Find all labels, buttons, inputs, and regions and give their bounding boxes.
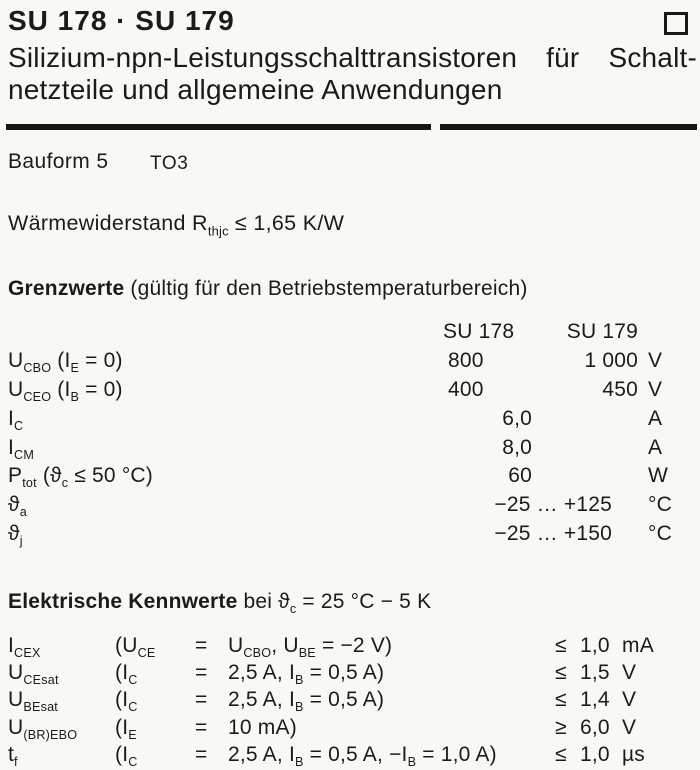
page-title: SU 178 · SU 179 xyxy=(8,5,235,36)
subtitle-line-1: Silizium-npn-Leistungsschalttransistoren für Schalt- xyxy=(8,42,697,73)
package-type-label: TO3 xyxy=(150,153,189,174)
kennwerte-table-row xyxy=(8,687,692,714)
kennwerte-heading-note: bei $ϑ_c = 25$ °C − 5 K xyxy=(243,590,432,617)
section-divider-rule xyxy=(6,124,697,130)
value-su179-cell: 450 xyxy=(602,377,638,401)
condition-quantity-cell: ($I_C$ xyxy=(115,742,138,770)
value-shared-cell: 6,0 xyxy=(502,406,532,430)
grenzwerte-table-row xyxy=(8,462,692,491)
equals-sign-cell: = xyxy=(195,742,208,766)
comparator-cell: ≤ xyxy=(555,742,567,766)
parameter-symbol-cell: $U_{BEsat}$ xyxy=(8,688,58,715)
unit-cell: V xyxy=(622,660,637,684)
unit-cell: V xyxy=(648,349,663,373)
kennwerte-table-body xyxy=(8,632,692,768)
grenzwerte-table xyxy=(8,318,692,548)
parameter-symbol-cell: $ϑ_j$ xyxy=(8,521,23,549)
unit-cell: V xyxy=(648,377,663,401)
unit-cell: V xyxy=(622,688,637,712)
unit-cell: V xyxy=(622,715,637,739)
grenzwerte-header-row xyxy=(8,318,692,347)
equals-sign-cell: = xyxy=(195,688,208,712)
grenzwerte-heading xyxy=(8,277,528,301)
condition-value-cell: $U_{CBO}$, $U_{BE} = -2$ V) xyxy=(228,633,393,660)
grenzwerte-heading-note: (gültig für den Betriebstemperaturbereich) xyxy=(130,277,528,300)
condition-quantity-cell: ($U_{CE}$ xyxy=(115,633,156,660)
unit-cell: °C xyxy=(648,521,672,545)
comparator-cell: ≤ xyxy=(555,660,567,684)
comparator-cell: ≤ xyxy=(555,688,567,712)
thermal-resistance-line: Wärmewiderstand $R_{thjc} \le 1,65$ K/W xyxy=(8,211,345,239)
value-range-cell: −25 … +125 xyxy=(494,493,612,517)
unit-cell: mA xyxy=(622,633,654,657)
limit-value-cell: 1,0 xyxy=(580,742,610,766)
condition-value-cell: 2,5 A, $I_B = 0,5$ A) xyxy=(228,688,385,715)
kennwerte-table xyxy=(8,632,692,768)
kennwerte-heading-title: Elektrische Kennwerte xyxy=(8,590,238,613)
grenzwerte-table-row xyxy=(8,491,692,520)
kennwerte-heading xyxy=(8,590,432,617)
grenzwerte-column-su179: SU 179 xyxy=(566,320,638,344)
limit-value-cell: 1,0 xyxy=(580,633,610,657)
condition-quantity-cell: ($I_E$ xyxy=(115,715,137,742)
comparator-cell: ≥ xyxy=(555,715,567,739)
page-subtitle xyxy=(8,42,697,106)
comparator-cell: ≤ xyxy=(555,633,567,657)
condition-value-cell: 10 mA) xyxy=(228,715,297,739)
unit-cell: A xyxy=(648,435,663,459)
limit-value-cell: 1,5 xyxy=(580,660,610,684)
limit-value-cell: 1,4 xyxy=(580,688,610,712)
kennwerte-table-row xyxy=(8,632,692,659)
grenzwerte-table-body xyxy=(8,347,692,549)
kennwerte-table-row xyxy=(8,714,692,741)
bauform-label: Bauform 5 xyxy=(8,150,109,173)
condition-quantity-cell: ($I_C$ xyxy=(115,688,138,715)
value-shared-cell: 60 xyxy=(508,464,532,488)
grenzwerte-table-row xyxy=(8,376,692,405)
equals-sign-cell: = xyxy=(195,660,208,684)
grenzwerte-table-row xyxy=(8,520,692,549)
grenzwerte-table-row xyxy=(8,433,692,462)
value-su179-cell: 1 000 xyxy=(584,349,638,373)
grenzwerte-table-row xyxy=(8,347,692,376)
grenzwerte-table-row xyxy=(8,404,692,433)
condition-value-cell: 2,5 A, $I_B = 0,5$ A, $-I_B = 1,0$ A) xyxy=(228,742,497,770)
grenzwerte-column-su178: SU 178 xyxy=(443,320,515,344)
condition-quantity-cell: ($I_C$ xyxy=(115,660,138,688)
parameter-symbol-cell: $U_{CEO}$ $(I_B = 0)$ xyxy=(8,377,123,405)
divider-segment-right xyxy=(440,124,697,130)
parameter-symbol-cell: $U_{CBO}$ $(I_E = 0)$ xyxy=(8,349,123,376)
corner-square-icon xyxy=(664,12,688,35)
parameter-symbol-cell: $U_{CEsat}$ xyxy=(8,660,59,688)
equals-sign-cell: = xyxy=(195,633,208,657)
kennwerte-table-row xyxy=(8,741,692,768)
condition-value-cell: 2,5 A, $I_B = 0,5$ A) xyxy=(228,660,385,688)
unit-cell: µs xyxy=(622,742,645,766)
equals-sign-cell: = xyxy=(195,715,208,739)
value-range-cell: −25 … +150 xyxy=(494,521,612,545)
limit-value-cell: 6,0 xyxy=(580,715,610,739)
grenzwerte-heading-title: Grenzwerte xyxy=(8,277,125,300)
value-su178-cell: 800 xyxy=(448,349,484,373)
value-shared-cell: 8,0 xyxy=(502,435,532,459)
value-su178-cell: 400 xyxy=(448,377,484,401)
unit-cell: °C xyxy=(648,493,672,517)
subtitle-line-2: netzteile und allgemeine Anwendungen xyxy=(8,74,503,105)
parameter-symbol-cell: $I_{CM}$ xyxy=(8,435,35,462)
parameter-symbol-cell: $I_{CEX}$ xyxy=(8,633,41,660)
parameter-symbol-cell: $P_{tot}$ ($ϑ_c \le 50$ °C) xyxy=(8,464,153,491)
parameter-symbol-cell: $U_{(BR)EBO}$ xyxy=(8,715,78,742)
divider-segment-left xyxy=(6,124,431,130)
kennwerte-table-row xyxy=(8,659,692,686)
unit-cell: W xyxy=(648,464,669,488)
parameter-symbol-cell: $ϑ_a$ xyxy=(8,493,27,520)
unit-cell: A xyxy=(648,406,663,430)
parameter-symbol-cell: $I_C$ xyxy=(8,406,24,433)
parameter-symbol-cell: $t_f$ xyxy=(8,742,18,770)
